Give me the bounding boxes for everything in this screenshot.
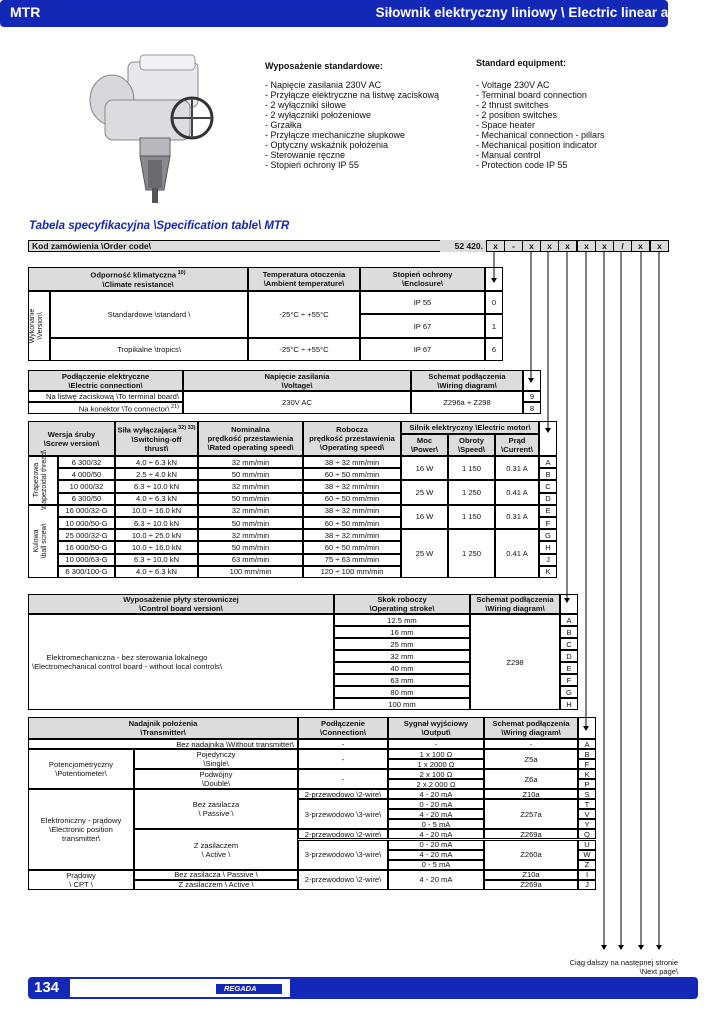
- t4-desc: Elektromechaniczna - bez sterowania lokalnego \Electromechanical control board - without local controls\: [28, 614, 334, 710]
- t3-force: 2.5 ÷ 4.0 kN: [115, 468, 198, 480]
- t3-current: 0.41 A: [495, 529, 539, 578]
- t5-z260a: Z260a: [484, 840, 578, 870]
- code-I: I: [578, 870, 596, 880]
- t3-power: 25 W: [401, 529, 448, 578]
- std-en-item-1: - Terminal board connection: [476, 90, 676, 100]
- t5-out-el: 0 - 20 mA: [388, 799, 484, 809]
- t5-cpt-active: Z zasilaczem \ Active \: [134, 880, 298, 890]
- t5-none-conn: -: [298, 739, 388, 749]
- t5-hcode: [578, 717, 596, 739]
- t2-h3: Schemat podłączenia \Wiring diagram\: [411, 370, 523, 392]
- t4-wiring: Z298: [470, 614, 560, 710]
- t4-stroke: 32 mm: [334, 650, 470, 662]
- t3-motor-h: Silnik elektryczny \Electric motor\: [401, 421, 539, 434]
- order-code-cell: x: [595, 240, 614, 252]
- order-code-cell: x: [486, 240, 505, 252]
- std-pl-item-2: - 2 wyłączniki siłowe: [265, 100, 470, 110]
- t5-none-out: -: [388, 739, 484, 749]
- std-en-item-8: - Protection code IP 55: [476, 160, 676, 170]
- t3-force: 4.0 ÷ 6.3 kN: [115, 493, 198, 505]
- t3-nom: 50 mm/min: [198, 493, 303, 505]
- code-T: T: [578, 799, 596, 809]
- std-en-item-0: - Voltage 230V AC: [476, 80, 676, 90]
- code-B: B: [539, 468, 557, 480]
- code-S: S: [578, 789, 596, 799]
- t1-h2: Temperatura otoczenia \Ambient temperature\: [248, 267, 360, 291]
- code-U: U: [578, 840, 596, 850]
- t3-speed: 1 150: [448, 505, 495, 529]
- t3-speed: 1 250: [448, 480, 495, 504]
- t5-double: Podwójny \Double\: [134, 769, 298, 789]
- code-B: B: [560, 626, 578, 638]
- t2-connector: Na konektor \To connector\ $^{21)}$: [28, 402, 183, 414]
- t5-h3: Sygnał wyjściowy \Output\: [388, 717, 484, 739]
- t5-z5a: Z5a: [484, 749, 578, 769]
- t1-h3: Stopień ochrony \Enclosure\: [360, 267, 485, 291]
- t3-nom: 32 mm/min: [198, 505, 303, 517]
- t3-screw-h: Wersja śruby \Screw version\: [28, 421, 115, 456]
- brand-logo: REGADA: [224, 984, 257, 993]
- t5-out-pot: 1 x 100 Ω: [388, 749, 484, 759]
- t5-w3b: 3-przewodowo \3-wire\: [298, 840, 388, 870]
- t1-std-temp: -25°C ÷ +55°C: [248, 291, 360, 338]
- t3-screw: 25 000/32-G: [58, 529, 115, 541]
- t3-current: 0.41 A: [495, 480, 539, 504]
- code-1: 1: [485, 314, 503, 338]
- model-label: MTR: [10, 4, 41, 20]
- code-F: F: [578, 759, 596, 769]
- t2-hcode: [523, 370, 541, 392]
- t5-pot: Potencjometryczny \Potentiometer\: [28, 749, 134, 789]
- std-en-item-6: - Mechanical position indicator: [476, 140, 676, 150]
- t5-cpt-z269a: Z269a: [484, 880, 578, 890]
- t3-rob: 38 ÷ 32 mm/min: [303, 529, 401, 541]
- t5-h2: Podłączenie \Connection\: [298, 717, 388, 739]
- t3-screw: 4 000/50: [58, 468, 115, 480]
- t3-power-h: Moc \Power\: [401, 434, 448, 456]
- arrow-head: [656, 945, 662, 950]
- t5-double-conn: -: [298, 769, 388, 789]
- t5-z269a: Z269a: [484, 829, 578, 839]
- t5-out-el: 0 - 20 mA: [388, 840, 484, 850]
- t5-single-conn: -: [298, 749, 388, 769]
- t1-h1: Odporność klimatyczna $^{10)}$ \Climate resistance\: [28, 267, 248, 291]
- t5-out-el: 4 - 20 mA: [388, 789, 484, 799]
- t3-rob: 75 ÷ 63 mm/min: [303, 554, 401, 566]
- std-en-item-4: - Space heater: [476, 120, 676, 130]
- t5-out-pot: 2 x 100 Ω: [388, 769, 484, 779]
- t1-trop-temp: -25°C ÷ +55°C: [248, 338, 360, 361]
- t5-out-pot: 1 x 2000 Ω: [388, 759, 484, 769]
- t3-force: 4.0 ÷ 6.3 kN: [115, 566, 198, 578]
- code-K: K: [578, 769, 596, 779]
- t5-electronic: Elektroniczny - prądowy \Electronic position transmitter\: [28, 789, 134, 869]
- t3-power: 16 W: [401, 456, 448, 480]
- t3-nom: 32 mm/min: [198, 480, 303, 492]
- code-H: H: [560, 698, 578, 710]
- t3-trap-label: Trapezowa \trapezoidal thread\: [33, 450, 48, 511]
- t5-cpt: Prądowy \ CPT \: [28, 870, 134, 890]
- arrow-head: [638, 945, 644, 950]
- order-code-cell: x: [540, 240, 559, 252]
- std-en-item-7: - Manual control: [476, 150, 676, 160]
- t4-h1: Wyposażenie płyty sterowniczej \Control board version\: [28, 594, 334, 614]
- code-G: G: [560, 686, 578, 698]
- t3-ball-label: Kulowa \ball screw\: [33, 523, 48, 559]
- code-H: H: [539, 541, 557, 553]
- t3-rob: 60 ÷ 50 mm/min: [303, 468, 401, 480]
- code-E: E: [560, 662, 578, 674]
- t5-w3: 3-przewodowo \3-wire\: [298, 799, 388, 829]
- t4-h2: Skok roboczy \Operating stroke\: [334, 594, 470, 614]
- t3-rob: 38 ÷ 32 mm/min: [303, 505, 401, 517]
- t3-speed-h: Obroty \Speed\: [448, 434, 495, 456]
- t5-h1: Nadajnik położenia \Transmitter\: [28, 717, 298, 739]
- t2-h2: Napięcie zasilania \Voltage\: [183, 370, 411, 392]
- t5-z10a: Z10a: [484, 789, 578, 799]
- t5-w2b: 2-przewodowo \2-wire\: [298, 829, 388, 839]
- arrow-head: [618, 945, 624, 950]
- spec-title: Tabela specyfikacyjna \Specification table\ MTR: [29, 220, 290, 232]
- order-code-label: Kod zamówienia \Order code\: [28, 240, 486, 252]
- t3-force-h: Siła wyłączająca $^{32) 33)}$ \Switching-off thrust\: [115, 421, 198, 456]
- code-A: A: [560, 614, 578, 626]
- std-pl-item-0: - Napięcie zasilania 230V AC: [265, 80, 470, 90]
- code-B: B: [578, 749, 596, 759]
- t4-hcode: [560, 594, 578, 614]
- std-en-list: [476, 80, 676, 170]
- t3-current-h: Prąd \Current\: [495, 434, 539, 456]
- t2-wiring: Z296a + Z298: [411, 390, 523, 414]
- code-C: C: [560, 638, 578, 650]
- next-page-note: [540, 958, 678, 976]
- order-code-cell: x: [522, 240, 541, 252]
- t4-stroke: 80 mm: [334, 686, 470, 698]
- code-0: 0: [485, 291, 503, 314]
- order-code-cell: x: [558, 240, 577, 252]
- t5-out-el: 4 - 20 mA: [388, 829, 484, 839]
- t3-speed: 1 150: [448, 456, 495, 480]
- t3-nom: 32 mm/min: [198, 456, 303, 468]
- t3-screw: 6 300/32: [58, 456, 115, 468]
- code-V: V: [578, 809, 596, 819]
- code-Q: Q: [578, 829, 596, 839]
- t3-rob: 60 ÷ 50 mm/min: [303, 493, 401, 505]
- t3-rob: 120 ÷ 100 mm/min: [303, 566, 401, 578]
- t5-out-el: 4 - 20 mA: [388, 809, 484, 819]
- t3-power: 25 W: [401, 480, 448, 504]
- code-9: 9: [523, 390, 541, 402]
- t3-screw: 10 000/50-G: [58, 517, 115, 529]
- t3-hcode: [539, 421, 557, 456]
- std-en-title: Standard equipment:: [476, 58, 567, 68]
- page-number: 134: [34, 979, 60, 996]
- code-K: K: [539, 566, 557, 578]
- next-en: \Next page\: [639, 967, 678, 976]
- t3-nom: 50 mm/min: [198, 517, 303, 529]
- t2-voltage: 230V AC: [183, 390, 411, 414]
- t3-rob: 38 ÷ 32 mm/min: [303, 456, 401, 468]
- order-code-cell: -: [504, 240, 523, 252]
- t3-rob-h: Robocza prędkość przestawienia \Operating speed\: [303, 421, 401, 456]
- std-en-item-5: - Mechanical connection - pillars: [476, 130, 676, 140]
- t5-z6a: Z6a: [484, 769, 578, 789]
- std-pl-title: Wyposażenie standardowe:: [265, 61, 383, 71]
- t1-ip55: IP 55: [360, 291, 485, 314]
- order-code-cell: x: [577, 240, 596, 252]
- t3-screw: 6 300/50: [58, 493, 115, 505]
- t3-rob: 38 ÷ 32 mm/min: [303, 480, 401, 492]
- t3-current: 0.31 A: [495, 505, 539, 529]
- t1-side-label: Wykonanie \Version\: [29, 308, 44, 344]
- code-G: G: [539, 529, 557, 541]
- code-D: D: [560, 650, 578, 662]
- std-pl-item-4: - Grzałka: [265, 120, 470, 130]
- t5-w2: 2-przewodowo \2-wire\: [298, 789, 388, 799]
- t3-nom-h: Nominalna prędkość przestawienia \Rated operating speed\: [198, 421, 303, 456]
- t3-force: 6.3 ÷ 10.0 kN: [115, 517, 198, 529]
- t3-force: 4.0 ÷ 6.3 kN: [115, 456, 198, 468]
- std-en-item-2: - 2 thrust switches: [476, 100, 676, 110]
- std-pl-item-1: - Przyłącze elektryczne na listwę zaciskową: [265, 90, 470, 100]
- t4-stroke: 25 mm: [334, 638, 470, 650]
- t3-power: 16 W: [401, 505, 448, 529]
- t4-stroke: 63 mm: [334, 674, 470, 686]
- t4-stroke: 16 mm: [334, 626, 470, 638]
- code-A: A: [578, 739, 596, 749]
- t5-z257a: Z257a: [484, 799, 578, 829]
- std-pl-item-6: - Optyczny wskaźnik położenia: [265, 140, 470, 150]
- t3-nom: 50 mm/min: [198, 541, 303, 553]
- t5-active: Z zasilaczem \ Active \: [134, 829, 298, 869]
- t1-std: Standardowe \standard \: [50, 291, 248, 338]
- t3-nom: 63 mm/min: [198, 554, 303, 566]
- t3-nom: 100 mm/min: [198, 566, 303, 578]
- std-pl-item-3: - 2 wyłączniki położeniowe: [265, 110, 470, 120]
- code-E: E: [539, 505, 557, 517]
- code-D: D: [539, 493, 557, 505]
- t3-nom: 50 mm/min: [198, 468, 303, 480]
- t5-none: Bez nadajnika \Without transmitter\: [28, 739, 298, 749]
- t3-force: 10.0 ÷ 25.0 kN: [115, 529, 198, 541]
- t3-screw: 10 000/63-G: [58, 554, 115, 566]
- std-pl-item-7: - Sterowanie ręczne: [265, 150, 470, 160]
- std-en-item-3: - 2 position switches: [476, 110, 676, 120]
- t3-force: 10.0 ÷ 16.0 kN: [115, 505, 198, 517]
- t4-h3: Schemat podłączenia \Wiring diagram\: [470, 594, 560, 614]
- code-P: P: [578, 779, 596, 789]
- t5-out-el: 4 - 20 mA: [388, 850, 484, 860]
- code-J: J: [578, 880, 596, 890]
- t1-hcode: [485, 267, 503, 291]
- t5-cpt-conn: 2-przewodowo \2-wire\: [298, 870, 388, 890]
- code-C: C: [539, 480, 557, 492]
- header-bar: [0, 0, 714, 27]
- code-Z: Z: [578, 860, 596, 870]
- t3-force: 6.3 ÷ 10.0 kN: [115, 554, 198, 566]
- t3-screw: 10 000/32: [58, 480, 115, 492]
- arrow-head: [601, 945, 607, 950]
- code-F: F: [539, 517, 557, 529]
- t3-nom: 32 mm/min: [198, 529, 303, 541]
- t3-screw: 6 300/100-G: [58, 566, 115, 578]
- t3-rob: 60 ÷ 50 mm/min: [303, 541, 401, 553]
- t5-h4: Schemat podłączenia \Wiring diagram\: [484, 717, 578, 739]
- order-code-cell: /: [613, 240, 632, 252]
- code-J: J: [539, 554, 557, 566]
- t5-single: Pojedynczy \Single\: [134, 749, 298, 769]
- t1-trop: Tropikalne \tropics\: [50, 338, 248, 361]
- code-F: F: [560, 674, 578, 686]
- t3-screw: 16 000/50-G: [58, 541, 115, 553]
- t5-out-el: 0 - 5 mA: [388, 860, 484, 870]
- order-code-number: 52 420.: [440, 240, 486, 252]
- t3-force: 10.0 ÷ 16.0 kN: [115, 541, 198, 553]
- t4-stroke: 40 mm: [334, 662, 470, 674]
- std-pl-item-5: - Przyłącze mechaniczne słupkowe: [265, 130, 470, 140]
- order-code-cell: x: [650, 240, 669, 252]
- t2-h1: Podłączenie elektryczne \Electric connection\: [28, 370, 183, 392]
- t5-cpt-out: 4 - 20 mA: [388, 870, 484, 890]
- t2-terminal: Na listwę zaciskową \To terminal board\: [28, 390, 183, 402]
- std-pl-list: [265, 80, 470, 170]
- t5-out-el: 0 - 5 mA: [388, 819, 484, 829]
- std-pl-item-8: - Stopień ochrony IP 55: [265, 160, 470, 170]
- t5-out-pot: 2 x 2 000 Ω: [388, 779, 484, 789]
- code-Y: Y: [578, 819, 596, 829]
- t4-stroke: 12.5 mm: [334, 614, 470, 626]
- t4-stroke: 100 mm: [334, 698, 470, 710]
- t3-force: 6.3 ÷ 10.0 kN: [115, 480, 198, 492]
- next-pl: Ciąg dalszy na następnej stronie: [569, 958, 678, 967]
- t5-cpt-passive: Bez zasilacza \ Passive \: [134, 870, 298, 880]
- code-8: 8: [523, 402, 541, 414]
- t3-speed: 1 250: [448, 529, 495, 578]
- t3-current: 0.31 A: [495, 456, 539, 480]
- code-A: A: [539, 456, 557, 468]
- t3-screw: 16 000/32-G: [58, 505, 115, 517]
- t1-trop-ip: IP 67: [360, 338, 485, 361]
- t1-ip67: IP 67: [360, 314, 485, 338]
- code-6: 6: [485, 338, 503, 361]
- t3-rob: 60 ÷ 50 mm/min: [303, 517, 401, 529]
- code-W: W: [578, 850, 596, 860]
- t5-none-wd: -: [484, 739, 578, 749]
- order-code-cell: x: [631, 240, 650, 252]
- t5-passive: Bez zasilacza \ Passive \: [134, 789, 298, 829]
- t5-cpt-z10a: Z10a: [484, 870, 578, 880]
- page-title: Siłownik elektryczny liniowy \ Electric linear actuator: [375, 5, 714, 20]
- footer: [28, 977, 698, 999]
